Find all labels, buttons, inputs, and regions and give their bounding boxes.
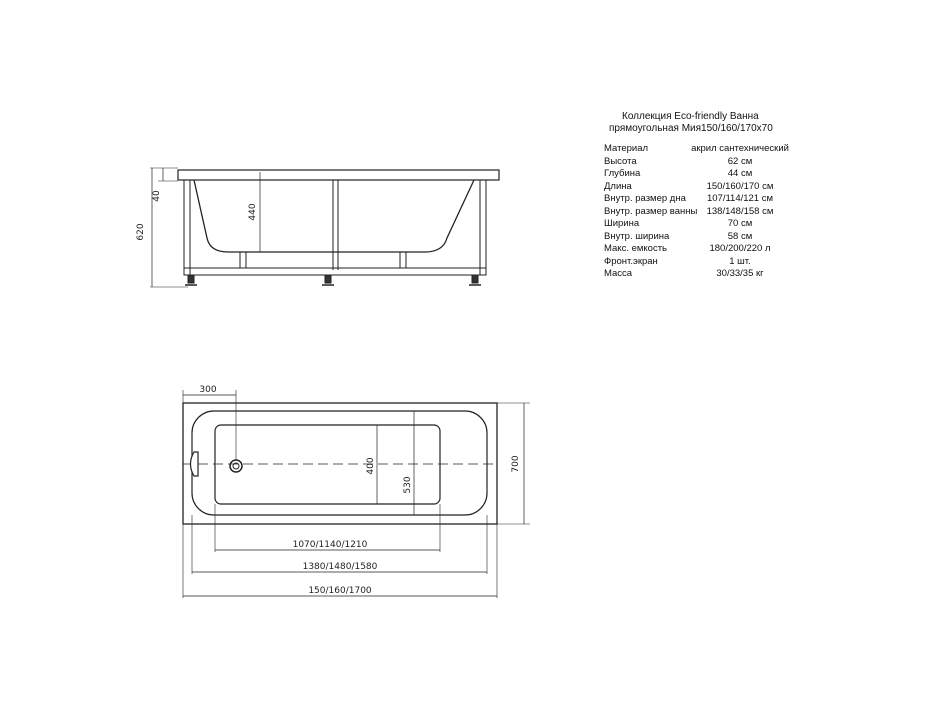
- spec-label-front-panel: Фронт.экран: [604, 255, 658, 267]
- spec-label-length: Длина: [604, 180, 632, 192]
- spec-label-width: Ширина: [604, 218, 640, 229]
- dim-label-1380: 1380/1480/1580: [302, 562, 378, 572]
- side-foot-left: [188, 275, 194, 283]
- spec-label-bottom-size: Внутр. размер дна: [604, 193, 686, 204]
- spec-label-weight: Масса: [604, 268, 633, 279]
- spec-label-depth: Глубина: [604, 168, 641, 179]
- spec-value-width: 70 см: [727, 218, 753, 229]
- dim-label-700: 700: [511, 455, 521, 473]
- spec-value-weight: 30/33/35 кг: [716, 268, 764, 279]
- spec-value-front-panel: 1 шт.: [729, 255, 751, 267]
- spec-value-inner-width: 58 см: [727, 230, 753, 242]
- dim-label-300: 300: [199, 385, 217, 395]
- side-tub-profile: [194, 180, 474, 252]
- spec-label-material: Материал: [604, 143, 649, 154]
- dim-label-620: 620: [136, 223, 146, 241]
- spec-value-capacity: 180/200/220 л: [709, 243, 771, 254]
- side-block-2: [400, 252, 406, 268]
- side-view: [150, 168, 499, 287]
- product-title-line2: прямоугольная Мия150/160/170х70: [609, 123, 773, 134]
- dim-label-400: 400: [366, 457, 376, 475]
- spec-value-height: 62 см: [727, 155, 753, 167]
- spec-label-inner-width: Внутр. ширина: [604, 230, 670, 242]
- dim-label-440: 440: [248, 203, 258, 221]
- side-foot-mid: [325, 275, 331, 283]
- overflow-icon: [191, 452, 199, 476]
- dim-label-1700: 150/160/1700: [308, 586, 372, 596]
- spec-value-length: 150/160/170 см: [706, 180, 774, 192]
- spec-label-capacity: Макс. емкость: [604, 243, 668, 254]
- side-block-1: [240, 252, 246, 268]
- spec-label-height: Высота: [604, 155, 637, 167]
- spec-value-material: акрил сантехнический: [691, 143, 789, 154]
- product-title-line1: Коллекция Eco-friendly Ванна: [622, 111, 759, 122]
- side-frame-bottom: [184, 268, 486, 275]
- spec-value-depth: 44 см: [727, 168, 753, 179]
- dim-label-1070: 1070/1140/1210: [292, 540, 368, 550]
- drain-icon: [230, 460, 242, 472]
- spec-value-bottom-size: 107/114/121 см: [706, 193, 774, 204]
- side-foot-right: [472, 275, 478, 283]
- spec-value-inner-size: 138/148/158 см: [706, 205, 774, 217]
- dim-label-530: 530: [403, 476, 413, 494]
- spec-label-inner-size: Внутр. размер ванны: [604, 205, 698, 217]
- dim-label-40: 40: [152, 190, 162, 202]
- side-rim: [178, 170, 499, 180]
